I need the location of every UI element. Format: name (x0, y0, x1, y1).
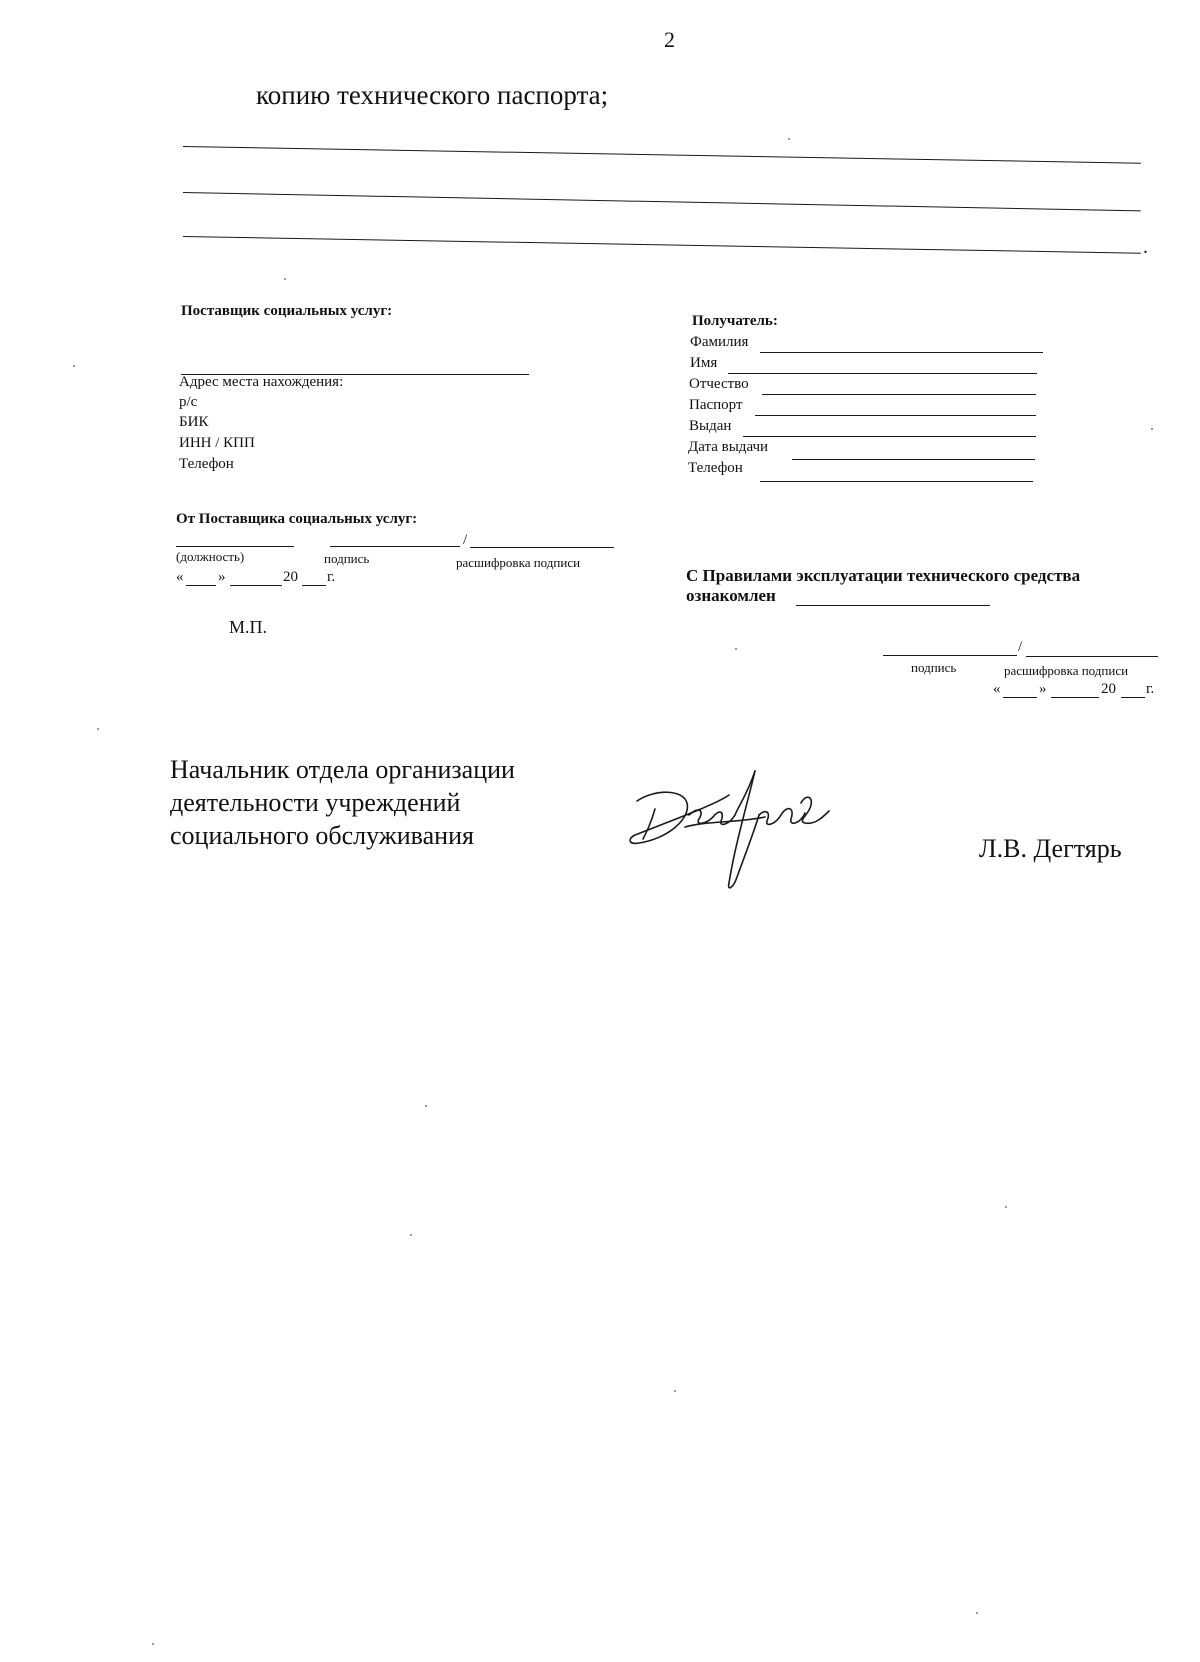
provider-date-year-line (302, 585, 326, 586)
trailing-period: . (1143, 236, 1148, 258)
recipient-issue-date-line (792, 459, 1035, 460)
scan-speck (735, 648, 737, 650)
provider-date-open: « (176, 569, 184, 585)
recipient-field-passport: Паспорт (689, 397, 743, 413)
rules-ack-decoding-caption: расшифровка подписи (1004, 663, 1129, 678)
provider-bik-label: БИК (179, 414, 209, 430)
provider-date-month-line (230, 585, 282, 586)
provider-decoding-line (470, 547, 614, 548)
provider-position-line (176, 546, 294, 547)
recipient-field-issue-date: Дата выдачи (688, 439, 769, 455)
recipient-field-patronymic: Отчество (689, 376, 749, 392)
rules-ack-date-year-prefix: 20 (1101, 681, 1116, 697)
signer-name: Л.В. Дегтярь (979, 834, 1122, 863)
page-number: 2 (664, 27, 675, 52)
signatory-title-line-1: Начальник отдела организации (170, 755, 515, 784)
rules-ack-date-open: « (993, 681, 1001, 697)
recipient-surname-line (760, 352, 1043, 353)
recipient-field-issued: Выдан (689, 418, 732, 434)
rules-ack-line1: С Правилами эксплуатации технического средства (686, 566, 1081, 585)
blank-line-2 (183, 192, 1141, 211)
provider-decoding-caption: расшифровка подписи (456, 555, 581, 570)
rules-ack-line2: ознакомлен (686, 586, 776, 605)
recipient-patronymic-line (762, 394, 1036, 395)
rules-ack-date-year-suffix: г. (1146, 681, 1155, 697)
rules-ack-date-month-line (1051, 697, 1099, 698)
stamp-placeholder: М.П. (229, 617, 268, 637)
provider-signature-caption: подпись (324, 551, 370, 566)
blank-line-1 (183, 146, 1141, 164)
rules-ack-signature-line (883, 655, 1017, 656)
scan-speck (97, 728, 99, 730)
recipient-field-name: Имя (690, 355, 718, 371)
provider-date-day-line (186, 585, 216, 586)
scan-speck (788, 138, 790, 140)
recipient-heading: Получатель: (692, 313, 778, 329)
provider-phone-label: Телефон (179, 456, 234, 472)
provider-account-label: р/с (179, 394, 198, 410)
provider-date-year-prefix: 20 (283, 569, 298, 585)
scan-speck (674, 1390, 676, 1392)
recipient-field-surname: Фамилия (690, 334, 749, 350)
scan-speck (1005, 1206, 1007, 1208)
rules-ack-date-day-line (1003, 697, 1037, 698)
scan-speck (410, 1234, 412, 1236)
rules-ack-signature-caption: подпись (911, 660, 957, 675)
scan-speck (284, 278, 286, 280)
recipient-issued-line (743, 436, 1036, 437)
intro-line: копию технического паспорта; (256, 80, 609, 110)
blank-line-3 (183, 236, 1141, 254)
scan-speck (1151, 428, 1153, 430)
scan-speck (73, 365, 75, 367)
rules-ack-line (796, 605, 990, 606)
provider-date-year-suffix: г. (327, 569, 336, 585)
signatory-title-line-3: социального обслуживания (170, 821, 474, 850)
provider-heading: Поставщик социальных услуг: (181, 303, 393, 319)
handwritten-signature (625, 765, 845, 895)
recipient-field-phone: Телефон (688, 460, 743, 476)
provider-sign-heading: От Поставщика социальных услуг: (176, 511, 418, 527)
provider-date-close: » (218, 569, 226, 585)
provider-signature-line (330, 546, 460, 547)
provider-sign-slash: / (463, 532, 468, 548)
recipient-phone-line (760, 481, 1033, 482)
provider-inn-kpp-label: ИНН / КПП (179, 435, 255, 451)
signatory-title-line-2: деятельности учреждений (170, 788, 461, 817)
scan-speck (425, 1105, 427, 1107)
rules-ack-date-close: » (1039, 681, 1047, 697)
scan-speck (152, 1643, 154, 1645)
rules-ack-date-year-line (1121, 697, 1145, 698)
provider-position-caption: (должность) (176, 549, 245, 564)
recipient-name-line (728, 373, 1037, 374)
rules-ack-decoding-line (1026, 656, 1158, 657)
rules-ack-slash: / (1018, 639, 1023, 655)
scan-speck (976, 1612, 978, 1614)
provider-address-label: Адрес места нахождения: (179, 374, 344, 390)
recipient-passport-line (755, 415, 1036, 416)
